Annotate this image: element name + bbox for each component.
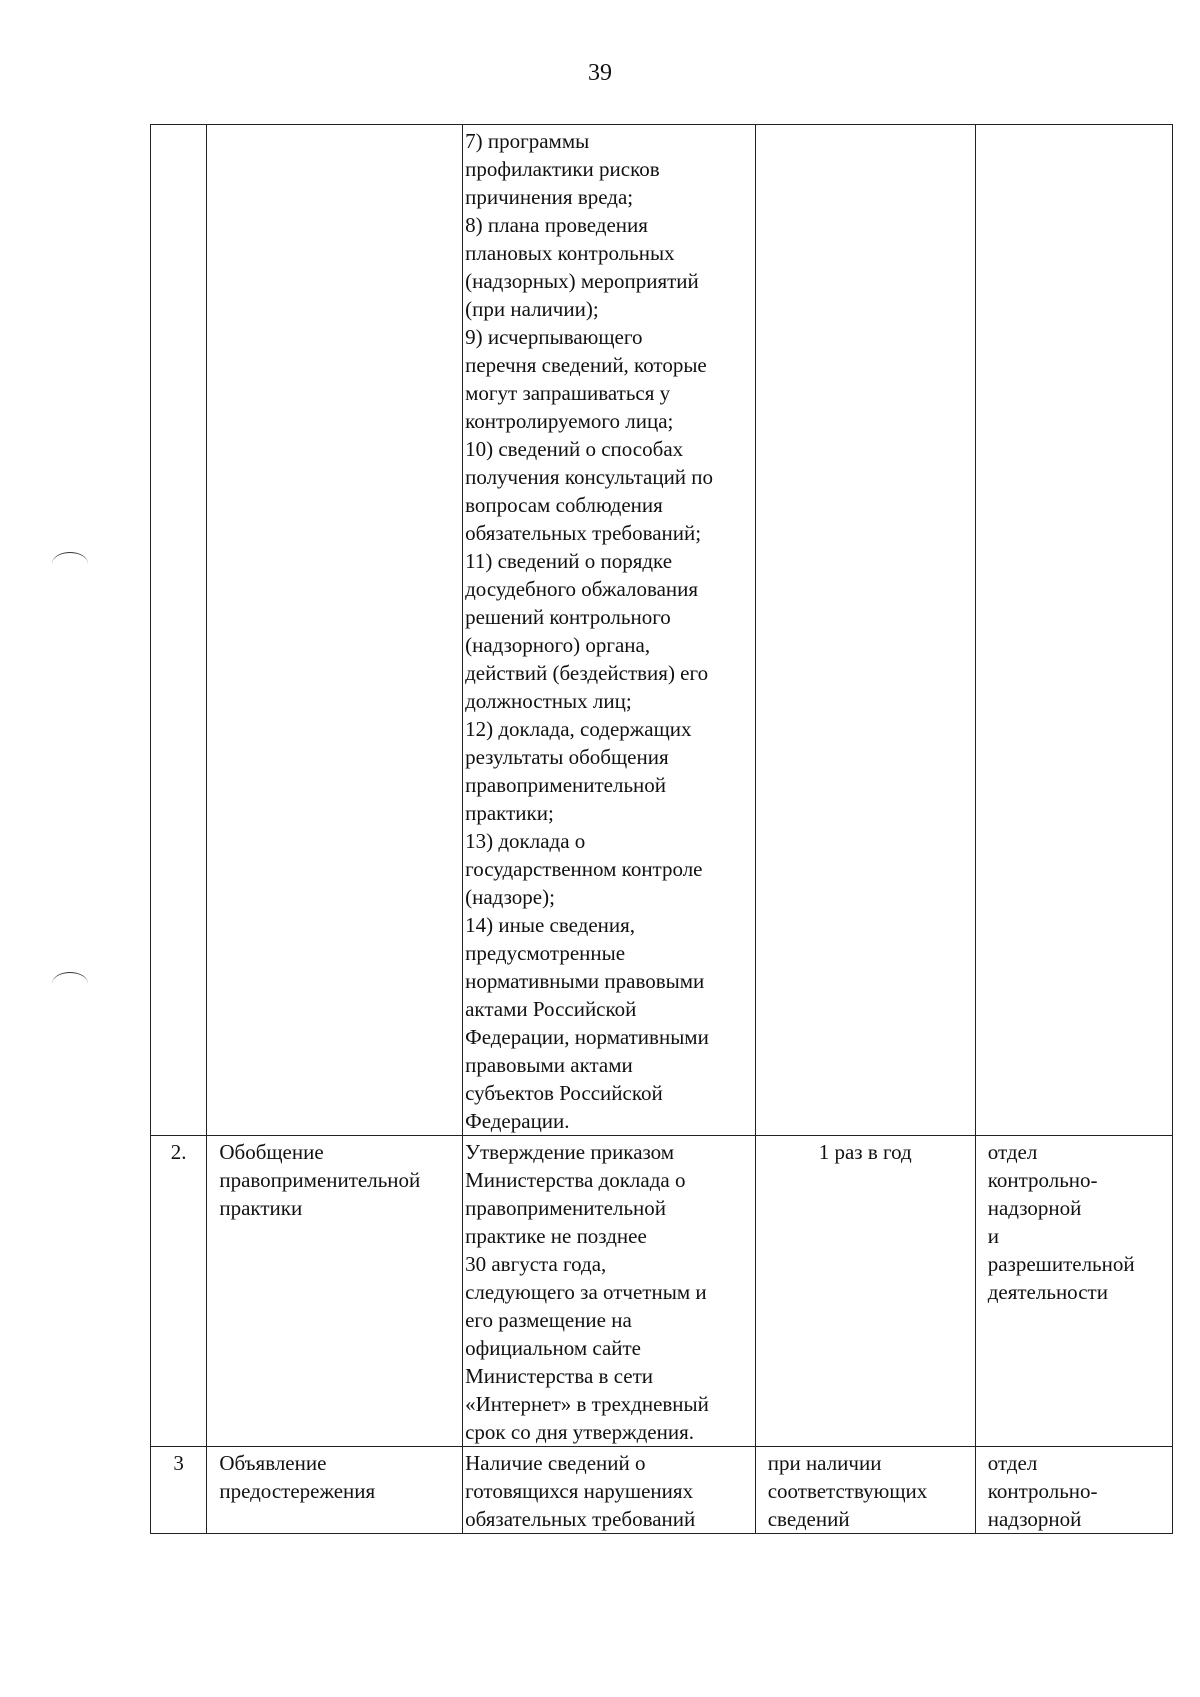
text-line: Министерства доклада о — [465, 1168, 686, 1192]
text-line: готовящихся нарушениях — [465, 1479, 694, 1503]
text-line: профилактики рисков — [465, 157, 660, 181]
text-line: Федерации, нормативными — [465, 1025, 709, 1049]
text-line: контролируемого лица; — [465, 409, 674, 433]
text-line: практики; — [465, 801, 554, 825]
text-line: (при наличии); — [465, 297, 599, 321]
text-line: (надзорного) органа, — [465, 633, 651, 657]
text-line: контрольно- — [987, 1479, 1098, 1503]
page-number: 39 — [588, 60, 612, 86]
row-number-cell — [151, 125, 207, 1136]
text-line: соответствующих — [767, 1479, 928, 1503]
row-number-cell: 2. — [151, 1136, 207, 1447]
text-line: плановых контрольных — [465, 241, 675, 265]
text-line: вопросам соблюдения — [465, 493, 663, 517]
table-row — [151, 125, 1173, 1136]
text-line: контрольно- — [987, 1168, 1098, 1192]
text-line: «Интернет» в трехдневный — [465, 1392, 709, 1416]
text-line: 9) исчерпывающего — [465, 325, 643, 349]
text-line: нормативными правовыми — [465, 969, 705, 993]
text-line: при наличии — [767, 1451, 882, 1475]
scan-artifact-mark — [52, 972, 88, 995]
text-line: 12) доклада, содержащих — [465, 717, 692, 741]
text-line: результаты обобщения — [465, 745, 669, 769]
scan-artifact-mark — [52, 552, 88, 575]
measures-table — [150, 124, 1173, 1534]
text-line: отдел — [987, 1451, 1038, 1475]
text-line: надзорной — [987, 1196, 1082, 1220]
table-row — [151, 1136, 1173, 1447]
text-line: обязательных требований — [465, 1507, 696, 1531]
text-line: решений контрольного — [465, 605, 671, 629]
text-line: перечня сведений, которые — [465, 353, 707, 377]
table-row — [151, 1447, 1173, 1534]
text-line: правовыми актами — [465, 1053, 633, 1077]
text-line: срок со дня утверждения. — [465, 1420, 694, 1444]
period-cell — [755, 125, 975, 1136]
text-line: его размещение на — [465, 1308, 632, 1332]
text-line: действий (бездействия) его — [465, 661, 709, 685]
text-line: Министерства в сети — [465, 1364, 654, 1388]
text-line: 11) сведений о порядке — [465, 549, 673, 573]
text-line: сведений — [767, 1507, 850, 1531]
text-line: получения консультаций по — [465, 465, 714, 489]
responsible-cell — [975, 1447, 1172, 1534]
text-line: Обобщение — [219, 1140, 324, 1164]
text-line: 10) сведений о способах — [465, 437, 684, 461]
text-line: обязательных требований; — [465, 521, 702, 545]
text-line: практики — [219, 1196, 303, 1220]
text-line: должностных лиц; — [465, 689, 632, 713]
text-line: 1 раз в год — [818, 1140, 912, 1164]
text-line: официальном сайте — [465, 1336, 642, 1360]
measure-content-cell — [463, 1447, 756, 1534]
text-line: государственном контроле — [465, 857, 703, 881]
text-line: разрешительной — [987, 1252, 1135, 1276]
text-line: надзорной — [987, 1507, 1082, 1531]
text-line: досудебного обжалования — [465, 577, 699, 601]
row-number-cell: 3 — [151, 1447, 207, 1534]
text-line: (надзорных) мероприятий — [465, 269, 699, 293]
measure-content-cell — [463, 1136, 756, 1447]
text-line: деятельности — [987, 1280, 1108, 1304]
text-line: 7) программы — [465, 129, 590, 153]
measure-name-cell — [207, 125, 463, 1136]
text-line: Федерации. — [465, 1109, 570, 1133]
text-line: правоприменительной — [465, 1196, 667, 1220]
text-line: субъектов Российской — [465, 1081, 663, 1105]
text-line: Объявление — [219, 1451, 327, 1475]
text-line: 8) плана проведения — [465, 213, 648, 237]
text-line: правоприменительной — [219, 1168, 421, 1192]
text-line: предостережения — [219, 1479, 376, 1503]
responsible-cell — [975, 125, 1172, 1136]
text-line: Наличие сведений о — [465, 1451, 646, 1475]
responsible-cell — [975, 1136, 1172, 1447]
text-line: 13) доклада о — [465, 829, 586, 853]
text-line: актами Российской — [465, 997, 637, 1021]
text-line: 30 августа года, — [465, 1252, 607, 1276]
measure-name-cell — [207, 1136, 463, 1447]
text-line: могут запрашиваться у — [465, 381, 671, 405]
text-line: Утверждение приказом — [465, 1140, 675, 1164]
text-line: практике не позднее — [465, 1224, 647, 1248]
text-line: (надзоре); — [465, 885, 555, 909]
period-cell — [755, 1136, 975, 1447]
text-line: и — [987, 1224, 999, 1248]
text-line: 14) иные сведения, — [465, 913, 636, 937]
measure-content-cell — [463, 125, 756, 1136]
measure-name-cell — [207, 1447, 463, 1534]
text-line: предусмотренные — [465, 941, 626, 965]
period-cell — [755, 1447, 975, 1534]
text-line: правоприменительной — [465, 773, 667, 797]
text-line: отдел — [987, 1140, 1038, 1164]
text-line: следующего за отчетным и — [465, 1280, 707, 1304]
text-line: причинения вреда; — [465, 185, 634, 209]
